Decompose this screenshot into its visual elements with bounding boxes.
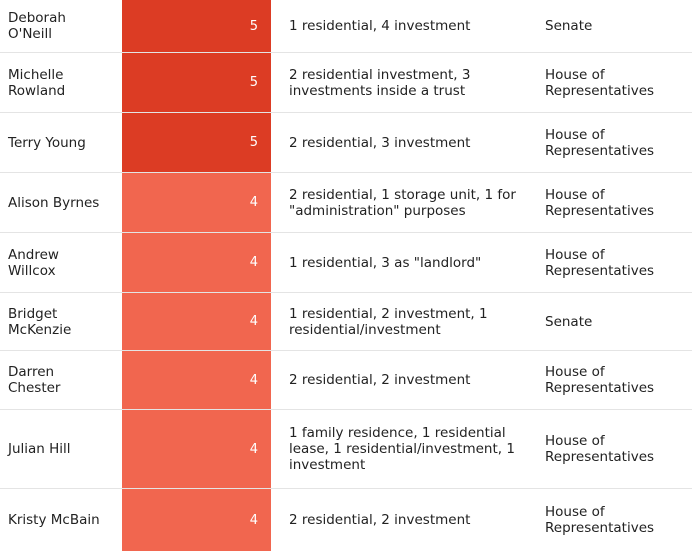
mp-name: Kristy McBain [8, 512, 100, 528]
property-description: 2 residential, 1 storage unit, 1 for "administration" purposes [289, 186, 516, 219]
chamber: House of Representatives [545, 246, 655, 279]
table-row [0, 293, 692, 351]
property-count: 5 [122, 0, 271, 52]
property-description: 2 residential, 3 investment [289, 134, 471, 151]
property-count: 5 [122, 113, 271, 172]
table-row [0, 489, 692, 551]
mp-name: Bridget McKenzie [8, 305, 72, 338]
table-row [0, 173, 692, 233]
mp-name: Deborah O'Neill [8, 10, 66, 42]
property-description: 2 residential, 2 investment [289, 372, 471, 388]
property-count: 4 [122, 293, 271, 350]
chamber: Senate [545, 313, 593, 330]
property-count: 4 [122, 173, 271, 232]
table-row [0, 53, 692, 113]
table-row [0, 113, 692, 173]
chamber: House of Representatives [545, 66, 655, 99]
mp-name: Julian Hill [8, 441, 71, 457]
property-description: 1 residential, 2 investment, 1 residential/investment [289, 305, 488, 338]
table-row [0, 0, 692, 53]
property-count: 4 [122, 233, 271, 292]
property-description: 1 family residence, 1 residential lease, 1 residential/investment, 1 investment [289, 425, 515, 473]
mp-name: Alison Byrnes [8, 194, 100, 211]
table-row [0, 410, 692, 489]
mp-name: Terry Young [8, 134, 86, 151]
table-row [0, 233, 692, 293]
table-row [0, 351, 692, 410]
property-count: 4 [122, 489, 271, 551]
chamber: House of Representatives [545, 433, 655, 465]
property-description: 2 residential, 2 investment [289, 512, 471, 528]
property-count: 5 [122, 53, 271, 112]
property-count: 4 [122, 351, 271, 409]
property-count: 4 [122, 410, 271, 488]
chamber: House of Representatives [545, 504, 655, 536]
property-description: 1 residential, 3 as "landlord" [289, 254, 482, 271]
mp-name: Andrew Willcox [8, 246, 59, 279]
chamber: House of Representatives [545, 364, 655, 396]
chamber: House of Representatives [545, 126, 655, 159]
chamber: House of Representatives [545, 186, 655, 219]
chamber: Senate [545, 18, 593, 34]
mp-name: Darren Chester [8, 364, 61, 396]
property-description: 1 residential, 4 investment [289, 18, 471, 34]
mp-name: Michelle Rowland [8, 66, 66, 99]
property-description: 2 residential investment, 3 investments inside a trust [289, 66, 471, 99]
